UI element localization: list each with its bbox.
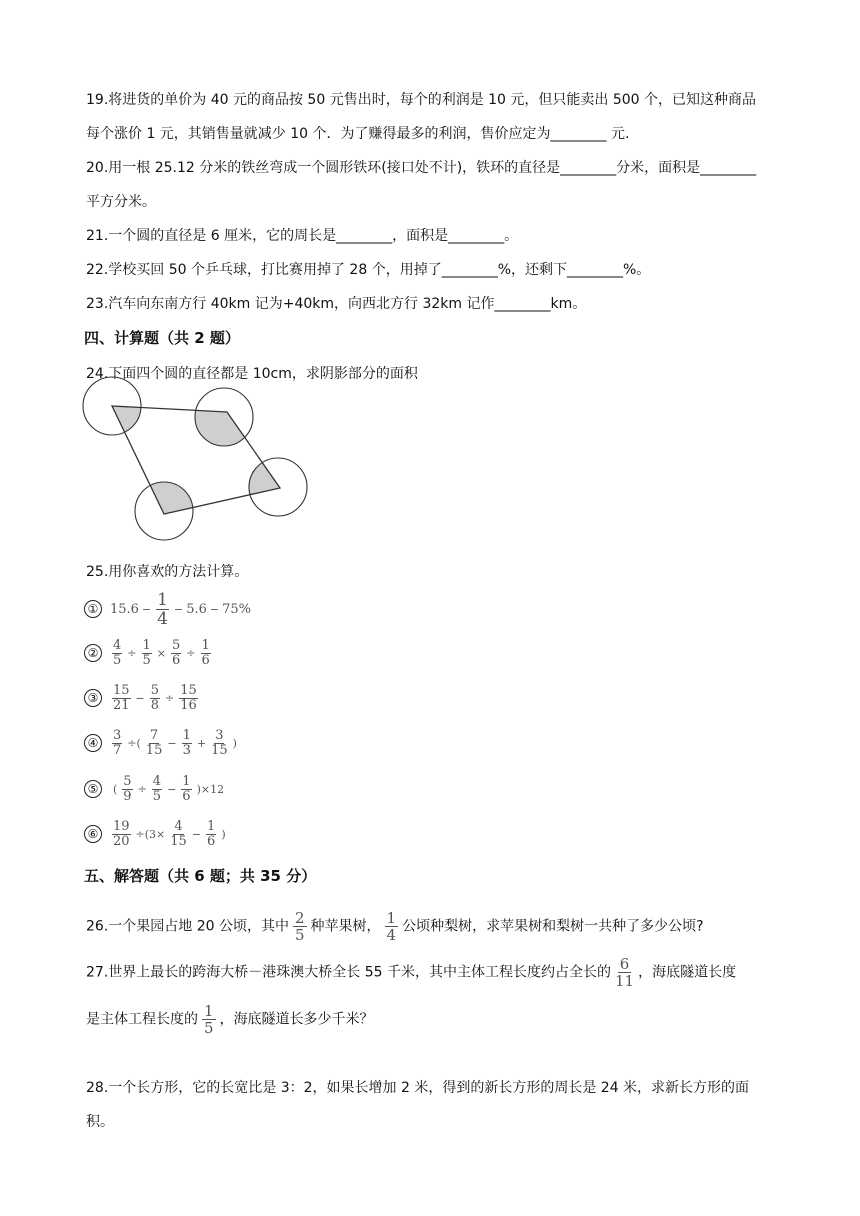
label-3: ③ (84, 689, 102, 707)
num-5-6: 5.6 (186, 601, 207, 617)
numerator: 4 (113, 637, 122, 653)
numerator: 6 (619, 955, 630, 973)
denominator: 20 (113, 833, 130, 849)
op: )×12 (196, 782, 225, 796)
section-5-heading: 五、解答题（共 6 题；共 35 分） (84, 867, 317, 885)
fraction (142, 639, 152, 668)
op: ) (232, 736, 237, 750)
op: ÷( (127, 736, 141, 750)
numerator: 5 (123, 773, 132, 789)
expression-6 (84, 817, 229, 851)
fraction (171, 639, 181, 668)
numerator: 4 (152, 773, 162, 789)
denominator: 5 (142, 652, 151, 668)
q26-text-c: 公顷种梨树，求苹果树和梨树一共种了多少公顷? (402, 918, 704, 935)
q20-line2: 平方分米。 (86, 194, 156, 210)
numerator: 3 (113, 727, 122, 743)
numerator: 5 (172, 637, 181, 653)
q28-line2: 积。 (86, 1114, 114, 1130)
label-2: ② (84, 644, 102, 662)
fraction (112, 820, 131, 849)
q19-line1: 19.将进货的单价为 40 元的商品按 50 元售出时，每个的利润是 10 元，但只能卖出 500 个，已知这种商品 (86, 92, 757, 108)
label-1: ① (84, 600, 102, 618)
expression-2 (84, 636, 213, 670)
denominator: 7 (113, 742, 122, 758)
q27-text-a: 27.世界上最长的跨海大桥－港珠澳大桥全长 55 千米，其中主体工程长度约占全长的 (86, 964, 611, 981)
fraction (122, 775, 132, 804)
q21: 21.一个圆的直径是 6 厘米，它的周长是________，面积是________。 (86, 228, 519, 244)
denominator: 21 (113, 697, 130, 713)
q25: 25.用你喜欢的方法计算。 (86, 564, 249, 580)
numerator: 4 (174, 818, 183, 834)
numerator: 3 (215, 727, 224, 743)
q28-line1: 28.一个长方形，它的长宽比是 3：2，如果长增加 2 米，得到的新长方形的周长是 24 米，求新长方形的面 (86, 1080, 750, 1096)
op: + (196, 736, 207, 750)
denominator: 4 (157, 608, 168, 629)
fraction (112, 729, 122, 758)
numerator: 1 (142, 637, 151, 653)
fraction (211, 729, 228, 758)
label-6: ⑥ (84, 825, 102, 843)
numerator: 15 (113, 682, 130, 698)
q19-line2: 每个涨价 1 元，其销售量就减少 10 个．为了赚得最多的利润，售价应定为________ 元. (86, 126, 630, 142)
q26 (86, 910, 704, 943)
q24: 24.下面四个圆的直径都是 10cm，求阴影部分的面积 (86, 366, 418, 382)
q27-text-b: ，海底隧道长度 (638, 964, 737, 981)
q27-text-d: ，海底隧道长多少千米？ (219, 1011, 374, 1028)
fraction (182, 729, 192, 758)
denominator: 15 (145, 742, 163, 758)
op: × (156, 646, 166, 660)
circles-figure (82, 376, 314, 546)
op: − (174, 602, 184, 616)
q27-text-c: 是主体工程长度的 (86, 1011, 198, 1028)
numerator: 5 (150, 682, 160, 698)
denominator: 15 (170, 833, 187, 849)
q20-line1: 20.用一根 25.12 分米的铁丝弯成一个圆形铁环(接口处不计)，铁环的直径是________分米，面积是________ (86, 160, 757, 176)
denominator: 5 (294, 926, 305, 944)
numerator: 1 (182, 727, 191, 743)
op: − (191, 827, 202, 841)
op: ÷ (127, 646, 137, 660)
expression-5 (84, 772, 227, 806)
fraction (156, 591, 169, 628)
denominator: 11 (614, 972, 635, 990)
fraction (202, 1003, 216, 1036)
numerator: 1 (201, 637, 210, 653)
numerator: 19 (113, 818, 130, 834)
denominator: 5 (204, 1019, 214, 1037)
fraction (112, 684, 131, 713)
fraction (179, 684, 198, 713)
denominator: 5 (152, 788, 162, 804)
fraction (170, 820, 187, 849)
label-4: ④ (84, 734, 102, 752)
op: ( (113, 782, 118, 796)
fraction (150, 684, 160, 713)
numerator: 1 (204, 1002, 214, 1020)
denominator: 3 (182, 742, 191, 758)
fraction (201, 639, 211, 668)
op: − (135, 691, 145, 705)
q26-text-b: 种苹果树， (310, 918, 381, 935)
expression-3 (84, 681, 200, 715)
denominator: 4 (386, 926, 397, 944)
denominator: 6 (201, 652, 210, 668)
numerator: 2 (294, 909, 305, 927)
op: − (167, 736, 177, 750)
denominator: 8 (150, 697, 160, 713)
q22: 22.学校买回 50 个乒乓球，打比赛用掉了 28 个，用掉了________%，还剩下________%。 (86, 262, 651, 278)
op: ÷ (165, 691, 175, 705)
denominator: 6 (182, 788, 191, 804)
fraction (146, 729, 163, 758)
denominator: 6 (172, 652, 181, 668)
op: ÷(3× (135, 827, 166, 841)
numerator: 1 (386, 909, 397, 927)
section-4-heading: 四、计算题（共 2 题） (84, 329, 240, 347)
denominator: 16 (180, 697, 197, 713)
denominator: 5 (113, 652, 122, 668)
numerator: 1 (207, 818, 216, 834)
denominator: 6 (207, 833, 216, 849)
numerator: 7 (149, 727, 159, 743)
fraction (112, 639, 122, 668)
op: ÷ (186, 646, 196, 660)
expression-1 (84, 589, 252, 629)
q23: 23.汽车向东南方行 40km 记为+40km，向西北方行 32km 记作________km。 (86, 296, 587, 312)
label-5: ⑤ (84, 780, 102, 798)
fraction (293, 910, 307, 943)
fraction (615, 956, 634, 989)
q26-text-a: 26.一个果园占地 20 公顷，其中 (86, 918, 289, 935)
denominator: 9 (123, 788, 132, 804)
expression-4 (84, 726, 240, 760)
numerator: 1 (182, 773, 191, 789)
op: ÷ (137, 782, 147, 796)
numerator: 15 (180, 682, 197, 698)
op: − (141, 602, 152, 616)
q27-line1 (86, 956, 736, 989)
denominator: 15 (211, 742, 228, 758)
percent: 75% (222, 601, 252, 617)
q27-line2 (86, 1003, 374, 1036)
op: − (209, 602, 220, 616)
fraction (206, 820, 216, 849)
num-15-6: 15.6 (110, 601, 139, 617)
op: ) (221, 827, 226, 841)
numerator: 1 (157, 589, 168, 610)
op: − (167, 782, 177, 796)
fraction (152, 775, 162, 804)
fraction (385, 910, 399, 943)
fraction (181, 775, 191, 804)
